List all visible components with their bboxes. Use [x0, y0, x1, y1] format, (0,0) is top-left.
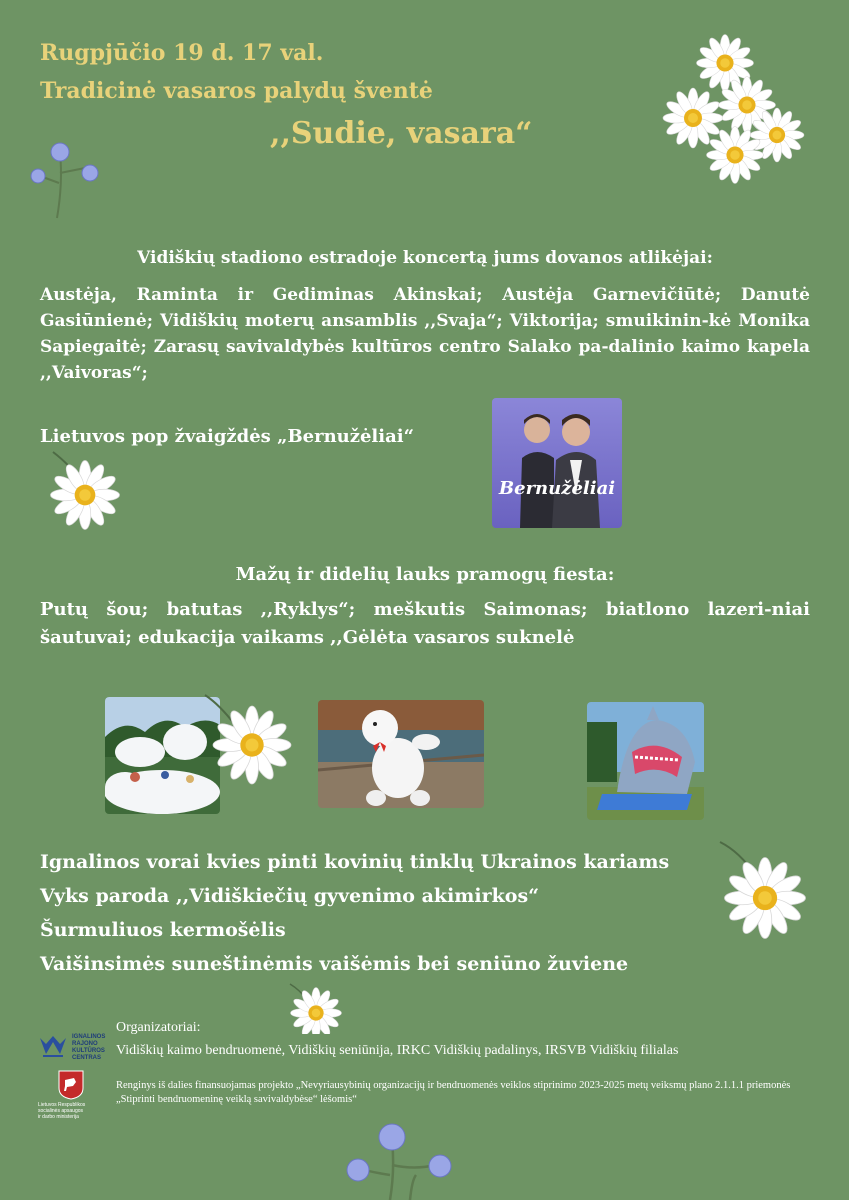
daisy-icon: [715, 840, 815, 940]
activity-item: Vyks paroda ,,Vidiškiečių gyvenimo akimirkos“: [40, 885, 540, 907]
concert-heading: Vidiškių stadiono estradoje koncertą jums dovanos atlikėjai:: [137, 248, 713, 268]
cornflower-icon: [25, 138, 110, 223]
logo-text-line: CENTRAS: [72, 1055, 102, 1061]
shark-trampoline-photo: [587, 702, 704, 820]
logo-text-line: IGNALINOS: [72, 1034, 106, 1040]
fiesta-items: Putų šou; batutas ,,Ryklys“; meškutis Saimonas; biatlono lazeri-niai šautuvai; edukacija vaikams ,,Gėlėta vasaros suknelė: [40, 599, 810, 648]
activity-item: Šurmuliuos kermošėlis: [40, 919, 286, 941]
daisy-cluster-icon: [655, 30, 815, 195]
daisy-icon: [200, 690, 295, 785]
bear-mascot-photo: [318, 700, 484, 808]
band-photo: [492, 398, 622, 528]
ministry-text-line: ir darbo ministerija: [38, 1114, 79, 1120]
event-subtitle: Tradicinė vasaros palydų šventė: [40, 78, 433, 104]
organizers-label: Organizatoriai:: [116, 1020, 201, 1035]
performers-list: Austėja, Raminta ir Gediminas Akinskai; Austėja Garnevičiūtė; Danutė Gasiūnienė; Vidiškių moterų ansamblis ,,Svaja“; Viktorija; smuikinin-kė Monika Sapiegaitė; Zarasų savivaldybės kultūros centro Salako pa-dalinio kaimo kapela ,,Vaivoras“;: [40, 285, 810, 383]
logo-text-line: KULTŪROS: [72, 1048, 105, 1054]
fiesta-heading: Mažų ir didelių lauks pramogų fiesta:: [235, 564, 615, 585]
logo-text-line: RAJONO: [72, 1041, 98, 1047]
cornflower-icon: [340, 1120, 470, 1200]
funding-note: Renginys iš dalies finansuojamas projekto „Nevyriausybinių organizacijų ir bendruomenės veiklos stiprinimo 2023-2025 metų veiksmų plano 2.1.1.1 priemonės „Stiprinti bendruomeninę veiklą savivaldybėse“ lėšomis“: [116, 1080, 791, 1105]
daisy-icon: [45, 450, 125, 530]
pop-star-line: Lietuvos pop žvaigždės „Bernužėliai“: [40, 426, 414, 447]
ministry-text-line: Lietuvos Respublikos: [38, 1102, 86, 1108]
activity-item: Ignalinos vorai kvies pinti kovinių tinklų Ukrainos kariams: [40, 851, 670, 873]
daisy-icon: [285, 982, 345, 1034]
ministry-logo: [38, 1070, 110, 1120]
organizers-list: Vidiškių kaimo bendruomenė, Vidiškių seniūnija, IRKC Vidiškių padalinys, IRSVB Vidiškių filialas: [116, 1043, 679, 1058]
event-title: ,,Sudie, vasara“: [270, 116, 533, 151]
ministry-text-line: socialinės apsaugos: [38, 1108, 84, 1114]
band-photo-caption: Bernužėliai: [498, 478, 616, 499]
date-time-line: Rugpjūčio 19 d. 17 val.: [40, 40, 324, 66]
activity-item: Vaišinsimės suneštinėmis vaišėmis bei seniūno žuviene: [40, 953, 629, 975]
